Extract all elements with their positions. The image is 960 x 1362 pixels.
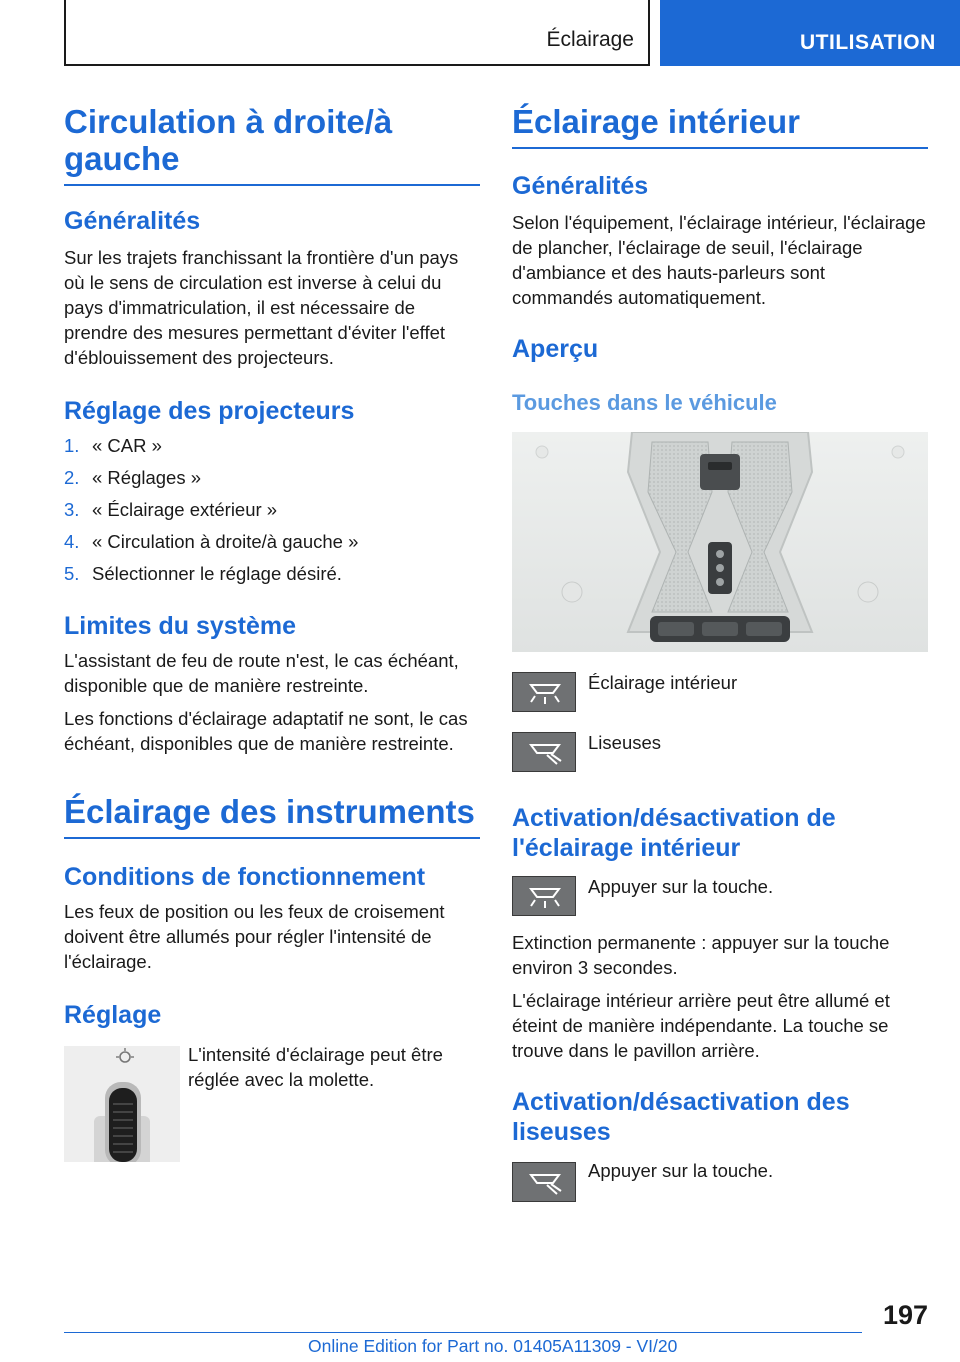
overhead-console-image xyxy=(512,432,928,652)
heading-apercu: Aperçu xyxy=(512,335,599,363)
step-item: 2. « Réglages » xyxy=(64,467,202,488)
paragraph-generalites-right: Selon l'équipement, l'éclairage intérieur, l'éclairage de plancher, l'éclairage de seuil, l'éclairage d'ambiance et des hauts-parleurs sont commandés automatiquement. xyxy=(512,212,926,308)
heading-generalites-right: Généralités xyxy=(512,172,649,200)
chapter-title: Éclairage xyxy=(546,28,634,51)
step-item: 1. « CAR » xyxy=(64,435,162,456)
reading-light-icon xyxy=(512,1162,576,1202)
header-chapter-box xyxy=(64,0,650,66)
heading-touches-vehicule: Touches dans le véhicule xyxy=(512,390,777,415)
heading-activation-interieur: Activation/désactivation de l'éclairage intérieur xyxy=(512,804,836,862)
step-item: 3. « Éclairage extérieur » xyxy=(64,499,278,520)
legend-eclairage-interieur: Éclairage intérieur xyxy=(588,672,738,693)
legend-liseuses: Liseuses xyxy=(588,732,662,753)
footer-divider xyxy=(64,1332,862,1333)
dimmer-wheel-icon xyxy=(64,1046,180,1162)
page-number: 197 xyxy=(882,1300,928,1330)
paragraph-generalites-left: Sur les trajets franchissant la frontière d'un pays où le sens de circulation est inverse à celui du pays d'immatriculation, il est nécessaire de prendre des mesures permettant d'éviter l'effet d'éblouissement des projecteurs. xyxy=(64,247,459,368)
overhead-console-illustration xyxy=(512,432,928,652)
heading-generalites-left: Généralités xyxy=(64,207,201,235)
heading-reglage: Réglage xyxy=(64,1001,162,1029)
heading-activation-liseuses: Activation/désactivation des liseuses xyxy=(512,1088,850,1146)
section-title: UTILISATION xyxy=(800,31,936,54)
steps-list xyxy=(64,430,480,590)
paragraph-limites-1: L'assistant de feu de route n'est, le cas échéant, disponible que de manière restreinte. xyxy=(64,650,459,696)
heading-eclairage-interieur: Éclairage intérieur xyxy=(512,104,928,149)
heading-conditions: Conditions de fonctionnement xyxy=(64,863,426,891)
step-item: 4. « Circulation à droite/à gauche » xyxy=(64,531,359,552)
heading-limites: Limites du système xyxy=(64,612,297,640)
paragraph-extinction: Extinction permanente : appuyer sur la touche environ 3 secondes. xyxy=(512,932,890,978)
heading-reglage-projecteurs: Réglage des projecteurs xyxy=(64,397,355,425)
paragraph-appuyer-liseuses: Appuyer sur la touche. xyxy=(588,1160,774,1181)
dimmer-wheel-image xyxy=(64,1046,180,1162)
paragraph-limites-2: Les fonctions d'éclairage adaptatif ne sont, le cas échéant, disponibles que de manière restreinte. xyxy=(64,708,468,754)
paragraph-conditions: Les feux de position ou les feux de croisement doivent être allumés pour régler l'intensité de l'éclairage. xyxy=(64,901,445,972)
paragraph-appuyer-interieur: Appuyer sur la touche. xyxy=(588,876,774,897)
heading-eclairage-instruments: Éclairage des instruments xyxy=(64,794,480,839)
reading-light-icon xyxy=(512,732,576,772)
header-section-tab xyxy=(660,0,960,66)
footer-edition: Online Edition for Part no. 01405A11309 - VI/20 xyxy=(308,1336,678,1356)
paragraph-reglage: L'intensité d'éclairage peut être réglée avec la molette. xyxy=(188,1044,443,1090)
paragraph-arriere: L'éclairage intérieur arrière peut être allumé et éteint de manière indépendante. La touche se trouve dans le pavillon arrière. xyxy=(512,990,890,1061)
step-item: 5. Sélectionner le réglage désiré. xyxy=(64,563,342,584)
dome-light-icon xyxy=(512,672,576,712)
heading-circulation: Circulation à droite/à gauche xyxy=(64,104,480,186)
dome-light-icon xyxy=(512,876,576,916)
